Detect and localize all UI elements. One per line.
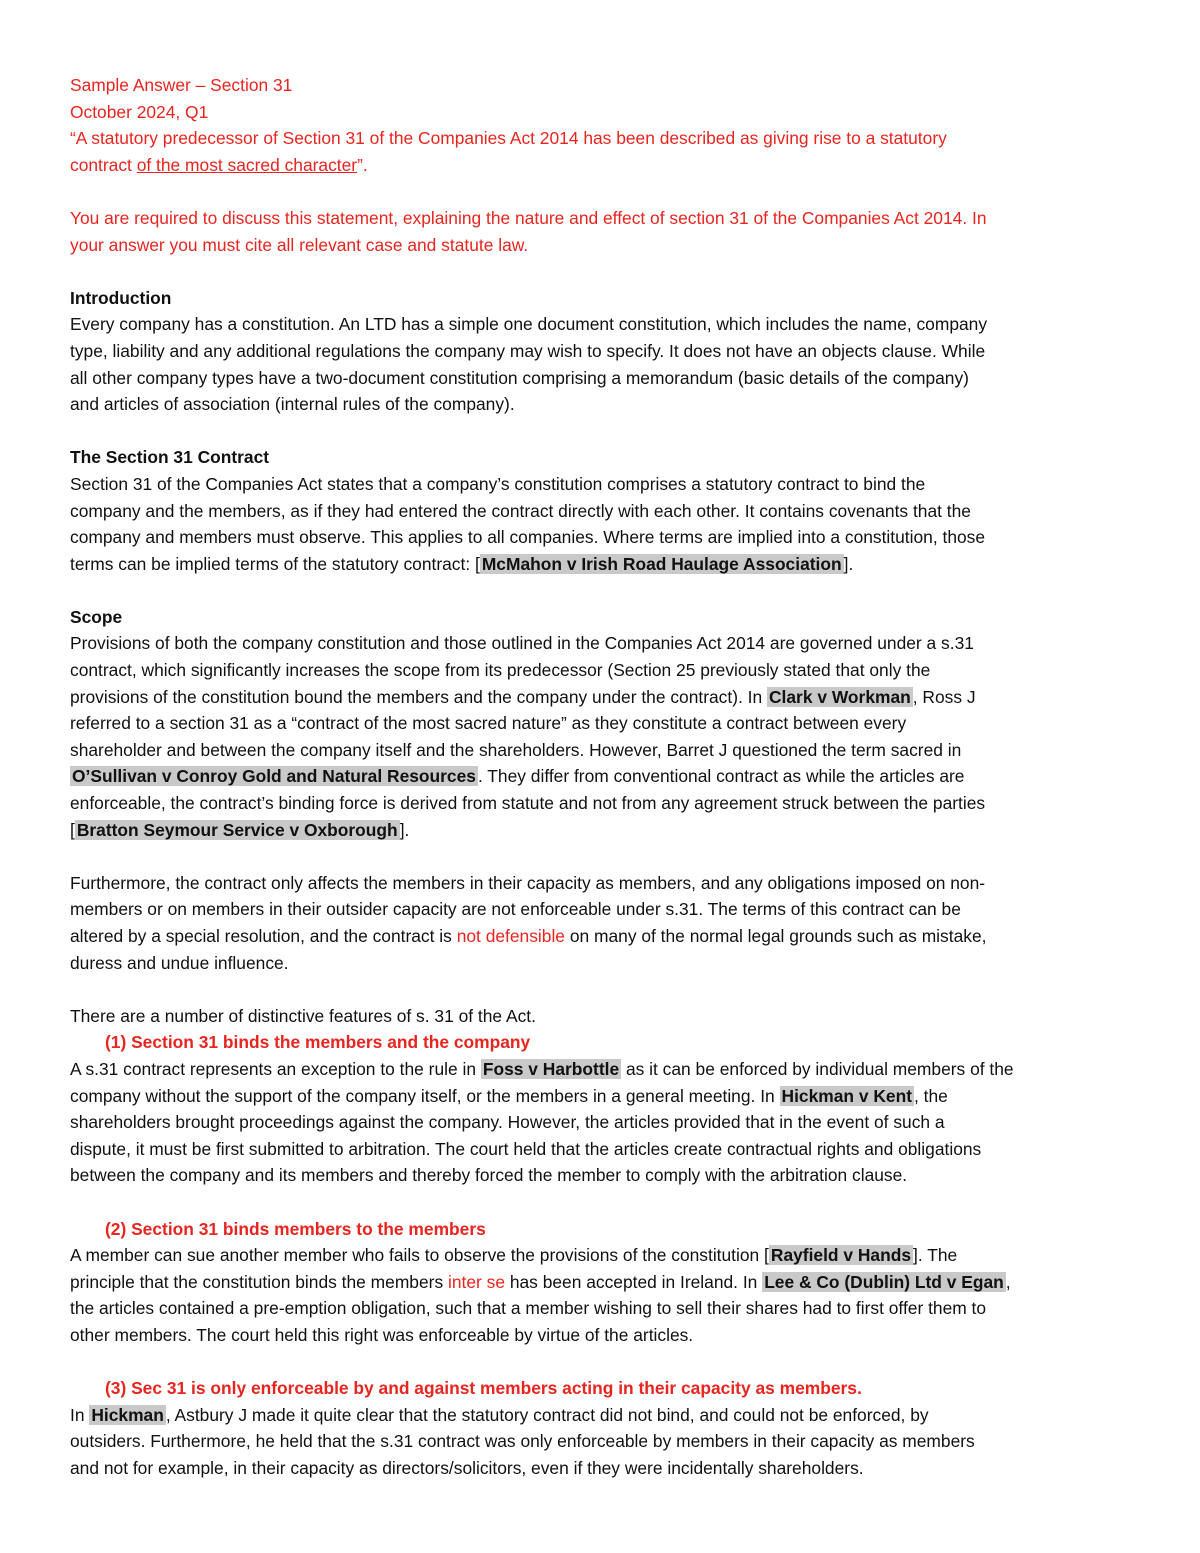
paragraph-line: enforceable, the contract’s binding force is derived from statute and not from any agreement struck between the parties	[70, 793, 986, 814]
text: principle that the constitution binds the members	[70, 1271, 448, 1292]
paragraph-line	[70, 551, 1132, 578]
task-line-2: your answer you must cite all relevant case and statute law.	[70, 234, 529, 255]
quote-underlined-phrase: of the most sacred character	[136, 154, 358, 175]
paragraph-line: Section 31 of the Companies Act states that a company’s constitution comprises a statutory contract to bind the	[70, 473, 926, 494]
paragraph-line: Furthermore, the contract only affects the members in their capacity as members, and any obligations imposed on non-	[70, 872, 986, 893]
feature-2-heading: (2) Section 31 binds members to the members	[105, 1218, 486, 1239]
paragraph-line: and not for example, in their capacity as directors/solicitors, even if they were incidentally shareholders.	[70, 1457, 864, 1478]
paragraph-line	[70, 1242, 1132, 1269]
quote-text: contract	[70, 154, 137, 175]
paragraph-line	[70, 1083, 1132, 1110]
section31-contract-heading: The Section 31 Contract	[70, 447, 270, 468]
text: terms can be implied terms of the statutory contract: [	[70, 553, 480, 574]
question-quote-line-1: “A statutory predecessor of Section 31 of the Companies Act 2014 has been described as giving rise to a statutory	[70, 128, 947, 149]
feature-1-heading: (1) Section 31 binds the members and the company	[105, 1032, 531, 1053]
quote-text: ”.	[357, 154, 368, 175]
paragraph-line: outsiders. Furthermore, he held that the s.31 contract was only enforceable by members in their capacity as members	[70, 1431, 975, 1452]
feature-3-heading: (3) Sec 31 is only enforceable by and against members acting in their capacity as members.	[105, 1378, 862, 1399]
case-citation: Hickman v Kent	[781, 1085, 913, 1106]
text: [	[70, 819, 75, 840]
paragraph-line	[70, 817, 1132, 844]
text: on many of the normal legal grounds such as mistake,	[564, 926, 987, 946]
paragraph-line: all other company types have a two-document constitution comprising a memorandum (basic details of the company)	[70, 367, 969, 388]
paragraph-line: members or on members in their outsider capacity are not enforceable under s.31. The terms of this contract can be	[70, 899, 961, 920]
text: has been accepted in Ireland. In	[505, 1271, 763, 1292]
text: provisions of the constitution bound the members and the company under the contract). In	[70, 686, 767, 707]
text: , Ross J	[912, 686, 976, 707]
paragraph-line: company and members must observe. This applies to all companies. Where terms are implied into a constitution, those	[70, 527, 986, 548]
paragraph-line	[70, 1402, 1132, 1429]
paragraph-line: shareholder and between the company itself and the shareholders. However, Barret J questioned the term sacred in	[70, 739, 962, 760]
paragraph-line: referred to a section 31 as a “contract of the most sacred nature” as they constitute a contract between every	[70, 713, 907, 734]
text: ,	[1005, 1271, 1011, 1292]
case-citation: Lee & Co (Dublin) Ltd v Egan	[764, 1271, 1004, 1292]
paragraph-line: dispute, it must be first submitted to arbitration. The court held that the articles create contractual rights and obligations	[70, 1138, 982, 1159]
paragraph-line: other members. The court held this right was enforceable by virtue of the articles.	[70, 1324, 694, 1345]
text: In	[70, 1404, 90, 1425]
text: , the	[914, 1085, 948, 1106]
paragraph-line: duress and undue influence.	[70, 952, 289, 973]
text: ].	[843, 553, 854, 574]
paragraph-line	[70, 1269, 1132, 1296]
text: A member can sue another member who fails to observe the provisions of the constitution [	[70, 1245, 769, 1266]
case-citation: Rayfield v Hands	[770, 1245, 912, 1266]
case-citation: O’Sullivan v Conroy Gold and Natural Resources	[72, 766, 476, 787]
introduction-heading: Introduction	[70, 287, 172, 308]
paragraph-line: Every company has a constitution. An LTD has a simple one document constitution, which includes the name, company	[70, 314, 988, 335]
exam-date: October 2024, Q1	[70, 101, 209, 122]
text: . They differ from conventional contract as while the articles are	[477, 766, 965, 787]
text: ]. The	[913, 1245, 958, 1266]
case-citation: Foss v Harbottle	[482, 1058, 620, 1079]
case-citation: Hickman	[91, 1404, 164, 1425]
task-line-1: You are required to discuss this statement, explaining the nature and effect of section 31 of the Companies Act 2014. In	[70, 207, 987, 228]
text: altered by a special resolution, and the contract is	[70, 926, 457, 946]
case-citation: McMahon v Irish Road Haulage Association	[481, 553, 842, 574]
paragraph-line: type, liability and any additional regulations the company may wish to specify. It does not have an objects clause. While	[70, 340, 986, 361]
text: company without the support of the company itself, or the members in a general meeting. In	[70, 1085, 780, 1106]
paragraph-line	[70, 684, 1132, 711]
text: ].	[399, 819, 410, 840]
document-page	[70, 72, 1132, 1481]
paragraph-line: and articles of association (internal rules of the company).	[70, 394, 515, 415]
text: as it can be enforced by individual members of the	[621, 1058, 1014, 1079]
paragraph-line: Provisions of both the company constitution and those outlined in the Companies Act 2014 are governed under a s.31	[70, 633, 974, 654]
highlighted-phrase: not defensible	[456, 926, 565, 946]
paragraph-line: between the company and its members and thereby forced the member to comply with the arbitration clause.	[70, 1165, 908, 1186]
case-citation: Clark v Workman	[769, 686, 911, 707]
paragraph-line: the articles contained a pre-emption obligation, such that a member wishing to sell their shares had to first offer them to	[70, 1298, 987, 1319]
case-citation: Bratton Seymour Service v Oxborough	[76, 819, 398, 840]
text: , Astbury J made it quite clear that the statutory contract did not bind, and could not be enforced, by	[165, 1404, 929, 1425]
paragraph-line	[70, 1056, 1132, 1083]
scope-heading: Scope	[70, 606, 123, 627]
paragraph-line	[70, 923, 1132, 950]
question-quote-line-2	[70, 152, 1132, 179]
paragraph-line: company and the members, as if they had entered the contract directly with each other. It contains covenants that the	[70, 500, 971, 521]
highlighted-phrase: inter se	[447, 1271, 505, 1292]
doc-title: Sample Answer – Section 31	[70, 75, 293, 95]
paragraph-line: shareholders brought proceedings against the company. However, the articles provided that in the event of such a	[70, 1112, 945, 1133]
features-intro: There are a number of distinctive features of s. 31 of the Act.	[70, 1005, 536, 1026]
paragraph-line: contract, which significantly increases the scope from its predecessor (Section 25 previously stated that only the	[70, 660, 931, 681]
text: A s.31 contract represents an exception to the rule in	[70, 1058, 481, 1079]
paragraph-line	[70, 763, 1132, 790]
